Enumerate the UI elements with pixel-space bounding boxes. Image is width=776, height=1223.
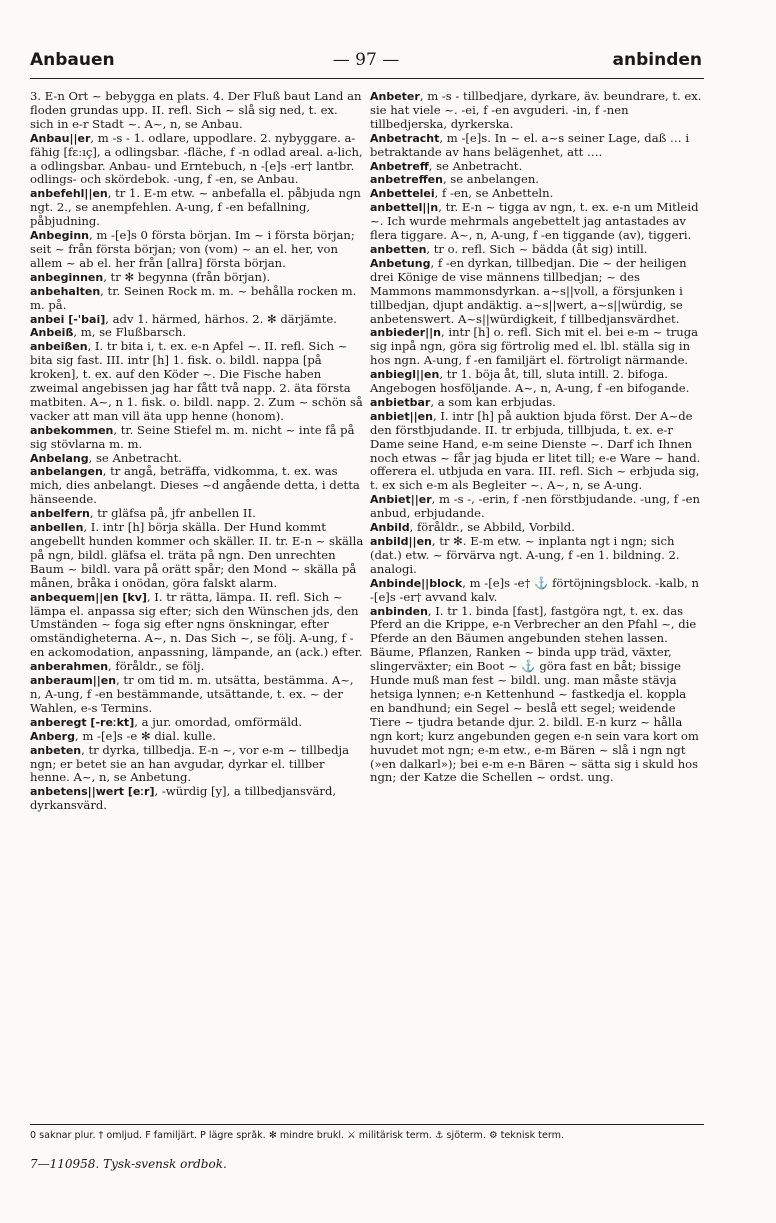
dictionary-entry: 3. E-n Ort ~ bebygga en plats. 4. Der Fluß baut Land an floden grundas upp. II. refl. Sich ~ slå sig ned, t. ex. sich in e-r Stadt ~. A~, n, se Anbau.: [30, 89, 362, 131]
dictionary-entry: anberegt [-reːkt], a jur. omordad, omförmäld.: [30, 714, 303, 729]
dictionary-entry: Anbinde||block, m -[e]s -e† ⚓ förtöjningsblock. -kalb, n -[e]s -er† avvand kalv.: [370, 575, 700, 604]
dictionary-entry: Anbettelei, f -en, se Anbetteln.: [370, 186, 554, 201]
left-column: [30, 90, 364, 813]
dictionary-entry: Anbetreff, se Anbetracht.: [370, 158, 523, 173]
dictionary-entry: anbetens||wert [eːr], -würdig [y], a tillbedjansvärd, dyrkansvärd.: [30, 784, 337, 813]
dictionary-entry: Anbau||er, m -s - 1. odlare, uppodlare. 2. nybyggare. a-fähig [fɛːıç], a odlingsbar. -fläche, f -n odlad areal. a-lich, a odlingsbar. Anbau- und Erntebuch, n -[e]s -er† lantbr. odlings- och skördebok. -ung, f -en, se Anbau.: [30, 130, 363, 187]
dictionary-entry: anbettel||n, tr. E-n ~ tigga av ngn, t. ex. e-n um Mitleid ~. Ich wurde mehrmals angebettelt jag antastades av flera tiggare. A~, n, A-ung, f -en tiggande (av), tiggeri.: [370, 200, 699, 243]
header-rule: [30, 78, 704, 79]
header-guide-word-left: Anbauen: [30, 50, 115, 70]
dictionary-entry: anbelfern, tr gläfsa på, jfr anbellen II.: [30, 506, 256, 521]
dictionary-entry: anbellen, I. intr [h] börja skälla. Der Hund kommt angebellt hunden kommer och skäller. II. tr. E-n ~ skälla på ngn, bildl. gläfsa el. träta på ngn. Den unrechten Baum ~ bildl. vara på orätt spår; den Mond ~ skälla på månen, bråka i onödan, göra falskt alarm.: [30, 520, 364, 590]
dictionary-entry: anbiet||en, I. intr [h] på auktion bjuda först. Der A~de den förstbjudande. II. tr erbjuda, tillbjuda, t. ex. e-r Dame seine Hand, e-m seine Dienste ~. Darf ich Ihnen noch etwas ~ får jag bjuda er litet till; e-e Ware ~ hand. offerera el. utbjuda en vara. III. refl. Sich ~ erbjuda sig, t. ex sich e-m als Begleiter ~. A~, n, se A-ung.: [370, 408, 701, 493]
dictionary-entry: Anbeginn, m -[e]s 0 första början. Im ~ i första början; seit ~ från första början; von (vom) ~ an el. her, von allem ~ ab el. her från [allra] första början.: [30, 228, 355, 270]
dictionary-entry: Anbeiß, m, se Flußbarsch.: [30, 325, 187, 340]
footer-rule: [30, 1124, 704, 1125]
dictionary-entry: anbetten, tr o. refl. Sich ~ bädda (åt sig) intill.: [370, 241, 648, 256]
dictionary-entry: Anberg, m -[e]s -e ✻ dial. kulle.: [30, 728, 216, 743]
dictionary-entry: anbefehl||en, tr 1. E-m etw. ~ anbefalla el. påbjuda ngn ngt. 2., se anempfehlen. A-ung, f -en befallning, påbjudning.: [30, 186, 361, 229]
dictionary-entry: anbei [-'bai], adv 1. härmed, härhos. 2. ✻ därjämte.: [30, 311, 337, 326]
print-note: 7—110958. Tysk-svensk ordbok.: [30, 1157, 227, 1171]
dictionary-entry: Anbelang, se Anbetracht.: [30, 450, 182, 465]
dictionary-entry: anbehalten, tr. Seinen Rock m. m. ~ behålla rocken m. m. på.: [30, 283, 357, 312]
dictionary-entry: anbeginnen, tr ✻ begynna (från början).: [30, 269, 271, 284]
page-number: — 97 —: [332, 50, 400, 70]
dictionary-entry: anbieder||n, intr [h] o. refl. Sich mit el. bei e-m ~ truga sig inpå ngn, göra sig förtrolig med el. lbl. ställa sig in hos ngn. A-ung, f -en familjärt el. förtroligt närmande.: [370, 325, 699, 368]
dictionary-entry: anbequem||en [kv], I. tr rätta, lämpa. II. refl. Sich ~ lämpa el. anpassa sig efter; sich den Wünschen jds, den Umständen ~ foga sig efter ngns önskningar, efter omständigheterna. A~, n. Das Sich ~, se följ. A-ung, f -en ackomodation, anpassning, lämpande, an (ack.) efter.: [30, 589, 363, 660]
right-column: [370, 90, 704, 785]
dictionary-entry: anbeten, tr dyrka, tillbedja. E-n ~, vor e-m ~ tillbedja ngn; er betet sie an han avgudar, dyrkar el. tillber henne. A~, n, se Anbetung.: [30, 742, 350, 785]
dictionary-entry: anbiegl||en, tr 1. böja åt, till, sluta intill. 2. bifoga. Angebogen hosföljande. A~, n, A-ung, f -en bifogande.: [370, 367, 690, 396]
dictionary-entry: anberaum||en, tr om tid m. m. utsätta, bestämma. A~, n, A-ung, f -en bestämmande, utsättande, t. ex. ~ der Wahlen, e-s Termins.: [30, 673, 354, 715]
dictionary-entry: Anbetung, f -en dyrkan, tillbedjan. Die ~ der heiligen drei Könige de vise männens tillbedjan; ~ des Mammons mammonsdyrkan. a~s||voll, a försjunken i tillbedjan, djupt andäktig. a~s||wert, a~s||würdig, se anbetenswert. A~s||würdigkeit, f tillbedjansvärdhet.: [370, 255, 687, 326]
header-guide-word-right: anbinden: [612, 50, 702, 70]
dictionary-entry: anbeißen, I. tr bita i, t. ex. e-n Apfel ~. II. refl. Sich ~ bita sig fast. III. intr [h] 1. fisk. o. bildl. nappa [på kroken], t. ex. auf den Köder ~. Die Fische haben zweimal angebissen jag har fått två napp. 2. äta första matbiten. A~, n 1. fisk. o. bildl. napp. 2. Zum ~ schön så vacker att man vill äta upp henne (honom).: [30, 339, 363, 423]
dictionary-entry: Anbild, föråldr., se Abbild, Vorbild.: [370, 520, 575, 535]
dictionary-entry: anbekommen, tr. Seine Stiefel m. m. nicht ~ inte få på sig stövlarna m. m.: [30, 422, 355, 451]
page-header: [30, 50, 702, 76]
dictionary-entry: Anbeter, m -s - tillbedjare, dyrkare, äv. beundrare, t. ex. sie hat viele ~. -ei, f -en avguderi. -in, f -nen tillbedjerska, dyrkerska.: [370, 89, 702, 131]
abbreviation-legend: 0 saknar plur. † omljud. F familjärt. P lägre språk. ✻ mindre brukl. ⚔ militärisk term. ⚓ sjöterm. ⚙ teknisk term.: [30, 1130, 565, 1141]
dictionary-entry: anberahmen, föråldr., se följ.: [30, 659, 205, 674]
dictionary-entry: Anbetracht, m -[e]s. In ~ el. a~s seiner Lage, daß … i betraktande av hans belägenhet, att ….: [370, 130, 690, 159]
dictionary-entry: anbelangen, tr angå, beträffa, vidkomma, t. ex. was mich, dies anbelangt. Dieses ~d angående detta, i detta hänseende.: [30, 464, 360, 507]
dictionary-entry: anbietbar, a som kan erbjudas.: [370, 394, 556, 409]
dictionary-entry: anbinden, I. tr 1. binda [fast], fastgöra ngt, t. ex. das Pferd an die Krippe, e-n Verbrecher an den Pfahl ~, die Pferde an den Bäumen angebunden stehen lassen. Bäume, Pflanzen, Ranken ~ binda upp träd, växter, slingerväxter; ein Boot ~ ⚓ göra fast en båt; bissige Hunde muß man fest ~ bildl. ung. man måste stävja hetsiga lynnen; e-n Kettenhund ~ fastkedja el. koppla en bandhund; ein Segel ~ beslå ett segel; weidende Tiere ~ tjudra betande djur. 2. bildl. E-n kurz ~ hålla ngn kort; kurz angebunden gegen e-n sein vara kort om huvudet mot ngn; e-m etw., e-m Bären ~ slå i ngn ngt (»en dalkarl»); bei e-m e-n Bären ~ sätta sig i skuld hos ngn; der Katze die Schellen ~ ordst. ung.: [370, 603, 699, 785]
dictionary-entry: anbetreffen, se anbelangen.: [370, 172, 539, 187]
dictionary-entry: anbild||en, tr ✻. E-m etw. ~ inplanta ngt i ngn; sich (dat.) etw. ~ förvärva ngt. A-ung, f -en 1. bildning. 2. analogi.: [370, 534, 680, 576]
dictionary-entry: Anbiet||er, m -s -, -erin, f -nen förstbjudande. -ung, f -en anbud, erbjudande.: [370, 492, 700, 521]
